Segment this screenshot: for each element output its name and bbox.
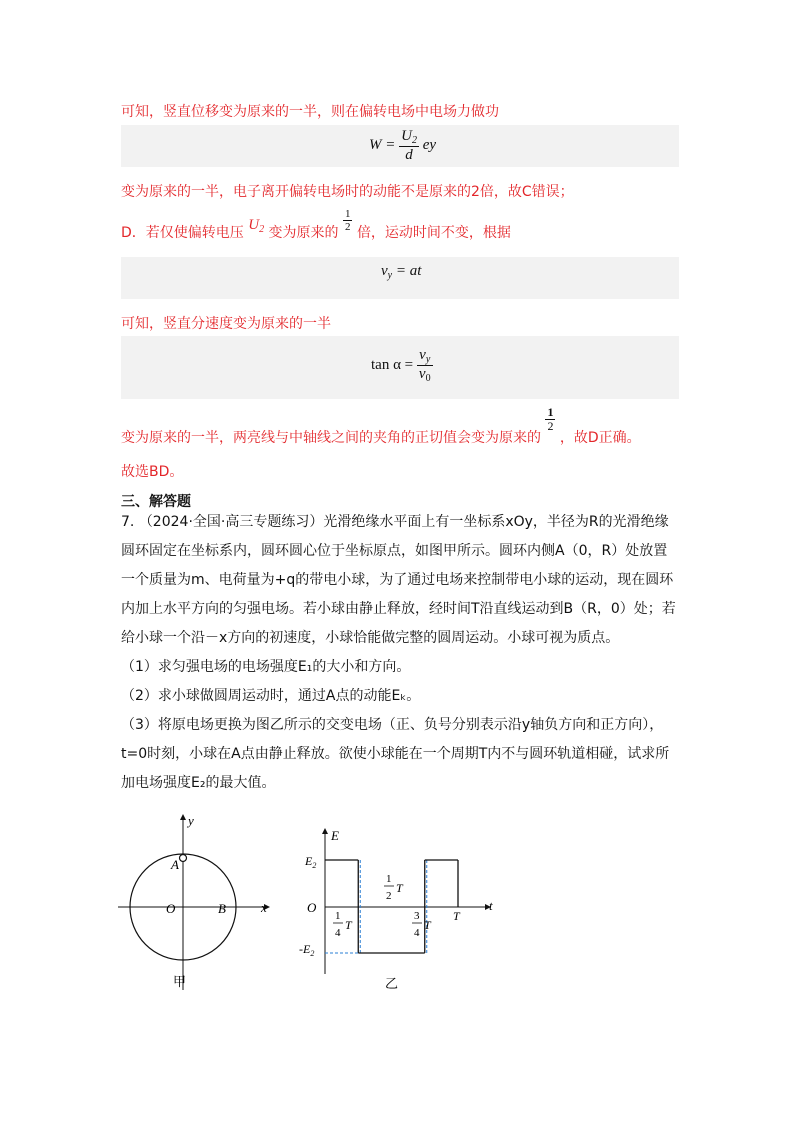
problem-number: 7. <box>121 514 135 530</box>
question-2: （2）求小球做圆周运动时，通过A点的动能Eₖ。 <box>121 688 421 704</box>
solution-line-1: 可知，竖直位移变为原来的一半，则在偏转电场中电场力做功 <box>121 104 499 120</box>
y-axis-label: y <box>188 813 194 828</box>
problem-intro <box>121 508 681 653</box>
tick-half-t <box>384 873 404 902</box>
svg-text:1: 1 <box>335 910 341 922</box>
section-heading: 三、解答题 <box>121 494 191 510</box>
formula-vy: $v_y$ = at <box>381 263 422 281</box>
question-3: （3）将原电场更换为图乙所示的交变电场（正、负号分别表示沿y轴负方向和正方向），t=0时刻，小球在A点由静止释放。欲使小球能在一个周期T内不与圆环轨道相碰，试求所加电场强度E₂的最大值。 <box>121 717 670 791</box>
formula-box-work <box>121 125 679 167</box>
svg-text:2: 2 <box>386 890 392 902</box>
solution-line-3: D．若仅使偏转电压 $U_2$ 变为原来的 $\frac{1}{2}$ 倍，运动时间不变，根据 <box>121 208 511 241</box>
formula-box-vy <box>121 257 679 299</box>
origin-label-b: O <box>307 900 317 915</box>
e-axis-label: E <box>331 828 339 843</box>
tick-t: T <box>453 909 460 923</box>
solution-line-5: 变为原来的一半，两亮线与中轴线之间的夹角的正切值会变为原来的 $\frac{1}{2}$ ，故D正确。 <box>121 405 641 446</box>
problem-7 <box>121 508 681 798</box>
solution-line-2: 变为原来的一半，电子离开偏转电场时的动能不是原来的2倍，故C错误； <box>121 184 574 200</box>
neg-e2-label: $-E_2$ <box>299 942 315 958</box>
formula-box-tan <box>121 336 679 399</box>
x-axis-label: x <box>261 900 267 915</box>
figure-b-waveform <box>295 824 505 994</box>
svg-text:1: 1 <box>386 873 392 885</box>
formula-work: W = $\frac{U_2}{d}$ ey <box>369 128 437 163</box>
svg-text:T: T <box>345 918 352 932</box>
svg-text:4: 4 <box>414 927 420 939</box>
svg-text:T: T <box>396 881 403 895</box>
fraction-u2-over-d: $\frac{U_2}{d}$ <box>401 128 417 163</box>
solution-line-6: 故选BD。 <box>121 464 184 480</box>
figure-b-caption: 乙 <box>385 976 399 991</box>
y-axis-arrow-icon <box>180 814 186 820</box>
solution-line-4: 可知，竖直分速度变为原来的一半 <box>121 316 331 332</box>
question-1: （1）求匀强电场的电场强度E₁的大小和方向。 <box>121 659 411 675</box>
svg-text:4: 4 <box>335 927 341 939</box>
t-axis-label: t <box>489 898 493 913</box>
e2-label: $E_2$ <box>305 854 317 870</box>
point-b-label: B <box>218 901 226 916</box>
svg-text:T: T <box>424 918 431 932</box>
svg-text:3: 3 <box>414 910 420 922</box>
problem-source: （2024·全国·高三专题练习） <box>138 514 324 530</box>
tick-quarter-t <box>333 910 353 939</box>
problem-statement: 光滑绝缘水平面上有一坐标系xOy，半径为R的光滑绝缘圆环固定在坐标系内，圆环圆心位于坐标原点，如图甲所示。圆环内侧A（0，R）处放置一个质量为m、电荷量为+q的带电小球，为了通过电场来控制带电小球的运动，现在圆环内加上水平方向的匀强电场。若小球由静止释放，经时间T沿直线运动到B（R，0）处；若给小球一个沿－x方向的初速度，小球恰能做完整的圆周运动。小球可视为质点。 <box>121 514 676 646</box>
origin-label: O <box>166 901 176 916</box>
e-axis-arrow-icon <box>322 828 328 834</box>
formula-tan: tan α = $\frac{v_y}{v_0}$ <box>371 347 431 384</box>
tick-three-quarter-t <box>412 910 432 939</box>
ball-at-a <box>180 855 187 862</box>
figure-a-circle-diagram <box>118 812 278 992</box>
figure-a-caption: 甲 <box>173 974 187 989</box>
point-a-label: A <box>171 857 179 872</box>
